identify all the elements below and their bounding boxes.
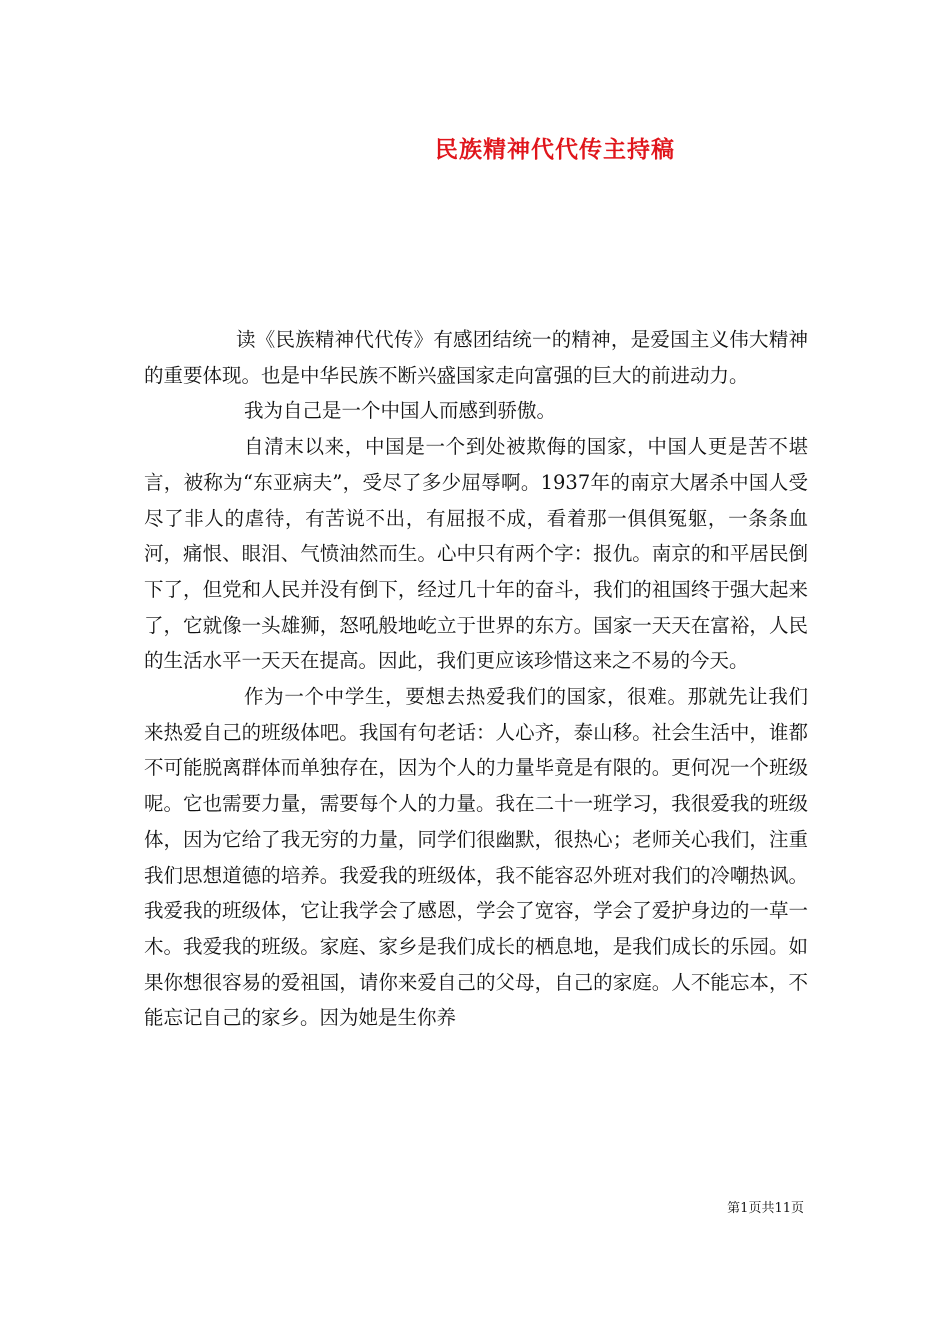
document-title: 民族精神代代传主持稿 bbox=[435, 136, 675, 163]
paragraph-intro: 读《民族精神代代传》有感团结统一的精神，是爱国主义伟大精神的重要体现。也是中华民族不断兴盛国家走向富强的巨大的前进动力。 bbox=[144, 328, 808, 387]
document-body bbox=[144, 322, 808, 1036]
paragraph-pride: 我为自己是一个中国人而感到骄傲。 bbox=[244, 399, 557, 423]
paragraph-class: 作为一个中学生，要想去热爱我们的国家，很难。那就先让我们来热爱自己的班级体吧。我国有句老话：人心齐，泰山移。社会生活中，谁都不可能脱离群体而单独存在，因为个人的力量毕竟是有限的。更何况一个班级呢。它也需要力量，需要每个人的力量。我在二十一班学习，我很爱我的班级体，因为它给了我无穷的力量，同学们很幽默，很热心；老师关心我们，注重我们思想道德的培养。我爱我的班级体，我不能容忍外班对我们的冷嘲热讽。我爱我的班级体，它让我学会了感恩，学会了宽容，学会了爱护身边的一草一木。我爱我的班级。家庭、家乡是我们成长的栖息地，是我们成长的乐园。如果你想很容易的爱祖国，请你来爱自己的父母，自己的家庭。人不能忘本，不能忘记自己的家乡。因为她是生你养 bbox=[144, 685, 808, 1030]
page-number-footer: 第1页共11页 bbox=[727, 1201, 804, 1216]
paragraph-history: 自清末以来，中国是一个到处被欺侮的国家，中国人更是苦不堪言，被称为“东亚病夫”，受尽了多少屈辱啊。1937年的南京大屠杀中国人受尽了非人的虐待，有苦说不出，有屈报不成，看着那一俱俱冤躯，一条条血河，痛恨、眼泪、气愤油然而生。心中只有两个字：报仇。南京的和平居民倒下了，但党和人民并没有倒下，经过几十年的奋斗，我们的祖国终于强大起来了，它就像一头雄狮，怒吼般地屹立于世界的东方。国家一天天在富裕，人民的生活水平一天天在提高。因此，我们更应该珍惜这来之不易的今天。 bbox=[144, 435, 808, 673]
